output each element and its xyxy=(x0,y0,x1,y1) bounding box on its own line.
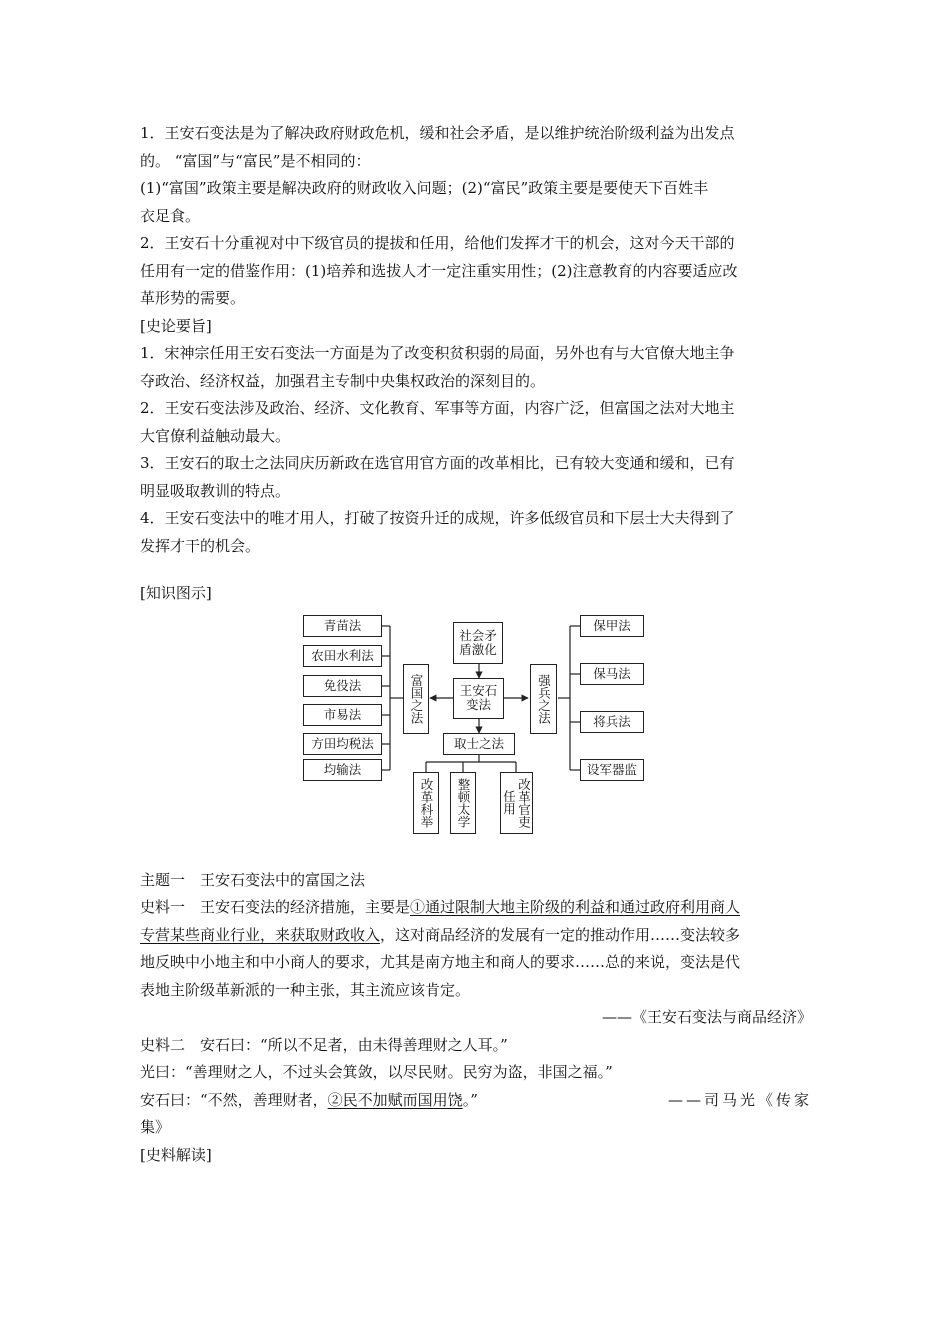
paragraph-1-line-1: 1．王安石变法是为了解决政府财政危机，缓和社会矛盾，是以维护统治阶级利益为出发点 xyxy=(140,124,735,142)
diagram-bottom-item-2: 整顿太学 xyxy=(450,772,476,834)
paragraph-2-line-1: 2．王安石十分重视对中下级官员的提拔和任用，给他们发挥才干的机会，这对今天干部的 xyxy=(140,234,735,252)
diagram-qiangbing-box: 强兵之法 xyxy=(530,664,557,734)
source-2-citation-end: 集》 xyxy=(140,1118,171,1136)
shilun-item-4-line-1: 4．王安石变法中的唯才用人，打破了按资升迁的成规，许多低级官员和下层士大夫得到了 xyxy=(140,509,735,527)
source-1-line-1 xyxy=(140,894,812,922)
source-2-citation: ——司马光《传家 xyxy=(667,1090,812,1109)
diagram-fuguo-box: 富国之法 xyxy=(403,664,429,734)
source-2-quote-suffix: 。” xyxy=(462,1090,478,1109)
paragraph-1-line-3: (1)“富国”政策主要是解决政府的财政收入问题；(2)“富民”政策主要是要使天下百姓丰 xyxy=(140,179,709,197)
shilun-item-1-line-1: 1．宋神宗任用王安石变法一方面是为了改变积贫积弱的局面，另外也有与大官僚大地主争 xyxy=(140,344,735,362)
diagram-left-item-5: 方田均税法 xyxy=(303,733,382,755)
source-2-quote xyxy=(140,1087,478,1115)
diagram-center-box: 王安石变法 xyxy=(453,678,504,719)
diagram-left-item-6: 均输法 xyxy=(303,759,382,781)
document-page xyxy=(140,120,812,1169)
source-2-underline: ②民不加赋而国用饶 xyxy=(327,1090,463,1109)
diagram-right-item-1: 保甲法 xyxy=(580,615,644,637)
diagram-heading: [知识图示] xyxy=(140,584,212,602)
paragraph-2-line-2: 任用有一定的借鉴作用：(1)培养和选拔人才一定注重实用性；(2)注意教育的内容要适应改 xyxy=(140,261,738,280)
source-1-underline-2: 专营某些商业行业，来获取财政收入 xyxy=(140,925,381,944)
diagram-bottom-item-1: 改革科举 xyxy=(413,772,439,834)
shilun-item-4-line-2: 发挥才干的机会。 xyxy=(140,536,261,555)
source-1-line-3: 地反映中小地主和中小商人的要求，尤其是南方地主和商人的要求……总的来说，变法是代 xyxy=(140,953,741,971)
shilun-heading: [史论要旨] xyxy=(140,316,212,335)
paragraph-2-line-3: 革形势的需要。 xyxy=(140,289,246,307)
shilun-item-1-line-2: 夺政治、经济权益，加强君主专制中央集权政治的深刻目的。 xyxy=(140,371,546,390)
source-2-line-2: 光曰：“善理财之人，不过头会箕敛，以尽民财。民穷为盗，非国之福。” xyxy=(140,1063,613,1081)
diagram-left-item-3: 免役法 xyxy=(303,675,382,697)
shiliao-jiedu-heading: [史料解读] xyxy=(140,1145,212,1164)
diagram-qushi-box: 取士之法 xyxy=(443,733,515,755)
paragraph-1-line-2: 的。 “富国”与“富民”是不相同的： xyxy=(140,151,371,170)
source-2-quote-prefix: 安石曰：“不然，善理财者， xyxy=(140,1090,328,1109)
diagram-cause-box: 社会矛盾激化 xyxy=(453,622,503,664)
shilun-item-2-line-1: 2．王安石变法涉及政治、经济、文化教育、军事等方面，内容广泛，但富国之法对大地主 xyxy=(140,399,735,417)
source-1-prefix: 史料一 王安石变法的经济措施，主要是 xyxy=(140,898,411,916)
source-1-line-4: 表地主阶级革新派的一种主张，其主流应该肯定。 xyxy=(140,980,471,999)
diagram-left-item-4: 市易法 xyxy=(303,704,382,726)
diagram-left-item-2: 农田水利法 xyxy=(303,645,382,667)
source-2-line-3 xyxy=(140,1087,812,1115)
diagram-right-item-3: 将兵法 xyxy=(580,711,644,733)
source-1-rest: ，这对商品经济的发展有一定的推动作用……变法较多 xyxy=(380,925,741,944)
diagram-right-item-4: 设军器监 xyxy=(580,759,644,781)
theme-1-title: 主题一 王安石变法中的富国之法 xyxy=(140,870,366,889)
source-1-underline-1: ①通过限制大地主阶级的利益和通过政府利用商人 xyxy=(410,898,741,916)
diagram-right-item-2: 保马法 xyxy=(580,663,644,685)
diagram-left-item-1: 青苗法 xyxy=(303,615,382,637)
source-1-citation: ——《王安石变法与商品经济》 xyxy=(601,1008,812,1026)
paragraph-1-line-4: 衣足食。 xyxy=(140,206,201,225)
shilun-item-3-line-2: 明显吸取教训的特点。 xyxy=(140,481,291,500)
knowledge-diagram xyxy=(140,612,812,867)
shilun-item-2-line-2: 大官僚利益触动最大。 xyxy=(140,426,291,445)
source-2-line-1: 史料二 安石曰：“所以不足者，由未得善理财之人耳。” xyxy=(140,1035,508,1054)
shilun-item-3-line-1: 3．王安石的取士之法同庆历新政在选官用官方面的改革相比，已有较大变通和缓和，已有 xyxy=(140,454,735,472)
diagram-bottom-item-3: 改革官吏任用 xyxy=(500,772,533,834)
source-1-line-2 xyxy=(140,922,812,950)
